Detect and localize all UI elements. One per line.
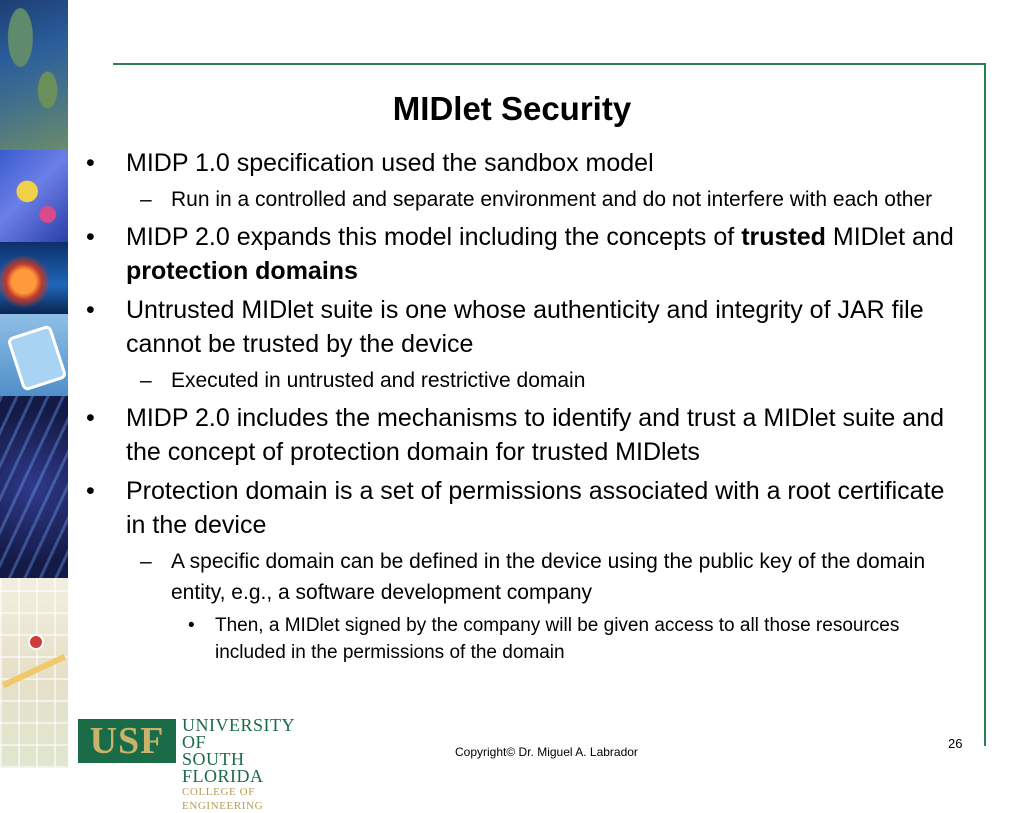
bullet-text: MIDP 1.0 specification used the sandbox model <box>126 149 654 177</box>
bullet-list <box>84 146 964 666</box>
sub-bullet-text: A specific domain can be defined in the device using the public key of the domain entity, e.g., a software development company <box>171 550 926 604</box>
usf-logo-wordmark <box>182 717 318 813</box>
bullet-bold-text: protection domains <box>126 257 358 285</box>
bullet-marker: • <box>86 149 95 177</box>
bullet-item <box>84 474 964 542</box>
usf-logo <box>78 715 318 812</box>
bullet-text: MIDP 2.0 includes the mechanisms to identify and trust a MIDlet suite and the concept of protection domain for trusted MIDlets <box>126 404 944 466</box>
logo-line-university: UNIVERSITY OF <box>182 715 295 752</box>
sub-bullet-item <box>84 184 964 215</box>
sub-sub-bullet-text: Then, a MIDlet signed by the company will be given access to all those resources included in the permissions of the domain <box>215 615 900 663</box>
slide-title: MIDlet Security <box>392 90 632 127</box>
map-road-shape <box>2 654 66 688</box>
bullet-marker: • <box>86 223 95 251</box>
frame-top-line <box>113 63 986 65</box>
bullet-text: MIDP 2.0 expands this model including the concepts of <box>126 223 742 251</box>
sub-bullet-text: Run in a controlled and separate environment and do not interfere with each other <box>171 188 933 211</box>
bullet-text: Protection domain is a set of permissions associated with a root certificate in the device <box>126 477 945 539</box>
bullet-bold-text: trusted <box>741 223 826 251</box>
sub-sub-bullet-marker: • <box>188 615 195 636</box>
satellite-dish-clipart-image <box>0 150 68 242</box>
sub-bullet-marker: – <box>140 550 152 573</box>
bullet-text: MIDlet and <box>825 223 954 251</box>
logo-line-south-florida: SOUTH FLORIDA <box>182 749 264 786</box>
street-map-image <box>0 578 68 768</box>
bullet-marker: • <box>86 404 95 432</box>
page-number: 26 <box>948 736 963 751</box>
bullet-marker: • <box>86 296 95 324</box>
sub-bullet-marker: – <box>140 188 152 211</box>
bullet-item <box>84 401 964 469</box>
phone-icon <box>6 324 67 391</box>
mobile-phone-image <box>0 314 68 396</box>
sub-sub-bullet-item <box>84 612 964 666</box>
bullet-item <box>84 220 964 288</box>
logo-line-college: COLLEGE OF ENGINEERING <box>182 786 264 812</box>
map-pin-icon <box>28 634 44 650</box>
sub-bullet-text: Executed in untrusted and restrictive domain <box>171 369 586 392</box>
bullet-item <box>84 146 964 180</box>
sub-bullet-item <box>84 546 964 608</box>
frame-right-line <box>984 63 986 746</box>
sub-bullet-item <box>84 365 964 396</box>
usf-logo-mark: USF <box>78 719 176 763</box>
sub-bullet-marker: – <box>140 369 152 392</box>
bullet-marker: • <box>86 477 95 505</box>
bullet-text: Untrusted MIDlet suite is one whose authenticity and integrity of JAR file cannot be trusted by the device <box>126 296 924 358</box>
copyright-text: Copyright© Dr. Miguel A. Labrador <box>455 745 638 759</box>
network-abstract-image <box>0 396 68 578</box>
brain-scan-image <box>0 242 68 314</box>
bullet-item <box>84 293 964 361</box>
